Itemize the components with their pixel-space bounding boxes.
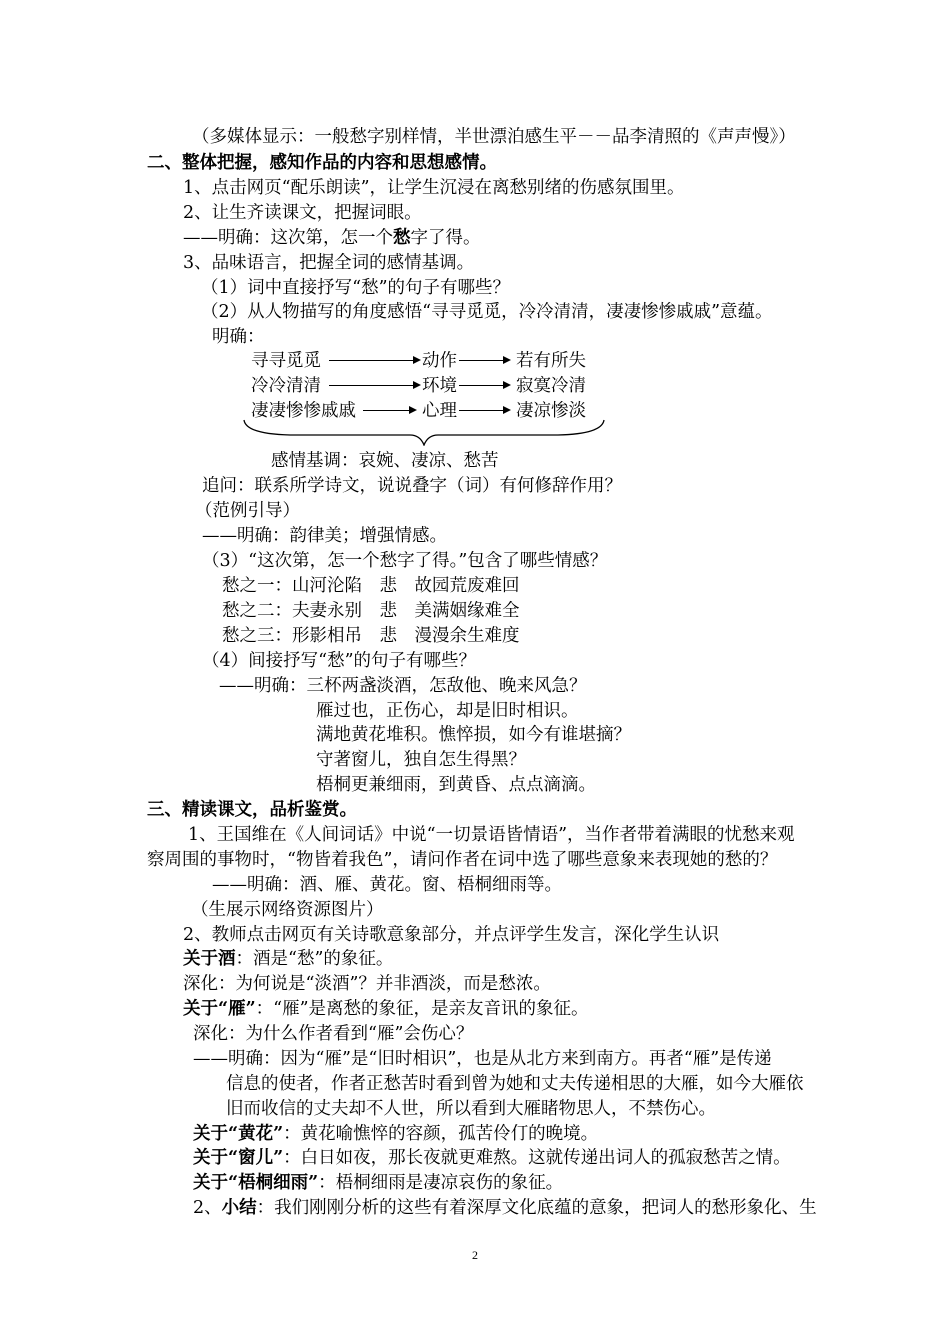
- text-line: [193, 1172, 563, 1194]
- diagram-source: 凄凄惨惨戚戚: [251, 401, 356, 421]
- diagram-result: 凄凉惨淡: [516, 401, 586, 421]
- emphasis: 关于“梧桐细雨”: [193, 1173, 319, 1193]
- text-line: （多媒体显示：一般愁字别样情，半世漂泊感生平－－品李清照的《声声慢》）: [192, 127, 796, 147]
- section-heading: 二、整体把握，感知作品的内容和思想感情。: [147, 153, 497, 173]
- page-number: 2: [472, 1248, 478, 1262]
- text-line: 信息的使者，作者正愁苦时看到曾为她和丈夫传递相思的大雁，如今大雁依: [226, 1074, 804, 1094]
- text-line: 旧而收信的丈夫却不人世，所以看到大雁睹物思人，不禁伤心。: [226, 1099, 716, 1119]
- text-line: ——明确：酒、雁、黄花。窗、梧桐细雨等。: [212, 875, 562, 895]
- text-segment: ：我们刚刚分析的这些有着深厚文化底蕴的意象，把词人的愁形象化、生: [256, 1198, 817, 1218]
- text-line: 察周围的事物时，“物皆着我色”，请问作者在词中选了哪些意象来表现她的愁的？: [147, 850, 778, 870]
- poem-line: 满地黄花堆积。憔悴损，如今有谁堪摘？: [316, 725, 631, 745]
- text-line: （3）“这次第，怎一个愁字了得。”包含了哪些情感？: [202, 551, 608, 571]
- arrow-icon: [459, 360, 509, 361]
- text-line: 明确：: [212, 327, 265, 347]
- diagram-summary: 感情基调：哀婉、凄凉、愁苦: [271, 451, 499, 471]
- text-segment: 字了得。: [410, 228, 481, 248]
- text-line: 1、点击网页“配乐朗读”，让学生沉浸在离愁别绪的伤感氛围里。: [183, 178, 685, 198]
- text-line: 深化：为什么作者看到“雁”会伤心？: [193, 1024, 474, 1044]
- diagram-source: 寻寻觅觅: [251, 351, 321, 371]
- text-line: ——明确：三杯两盏淡酒，怎敌他、晚来风急？: [219, 676, 587, 696]
- arrow-icon: [329, 360, 419, 361]
- text-line: 2、教师点击网页有关诗歌意象部分，并点评学生发言，深化学生认识: [183, 925, 720, 945]
- text-line: （生展示网络资源图片）: [191, 900, 384, 920]
- diagram-aspect: 动作: [422, 351, 457, 371]
- text-line: [193, 1197, 817, 1219]
- text-line: 愁之三：形影相吊 悲 漫漫余生难度: [222, 626, 520, 646]
- text-segment: ——明确：这次第，怎一个: [183, 228, 393, 248]
- section-heading: 三、精读课文，品析鉴赏。: [147, 800, 357, 820]
- brace-icon: [240, 418, 608, 446]
- text-segment: ：“雁”是离愁的象征，是亲友音讯的象征。: [255, 999, 589, 1019]
- emphasis: 关于“雁”: [183, 999, 256, 1019]
- text-line: （2）从人物描写的角度感悟“寻寻觅觅，冷冷清清，凄凄惨惨戚戚”意蕴。: [201, 302, 773, 322]
- poem-line: 守著窗儿，独自怎生得黑？: [316, 750, 526, 770]
- arrow-icon: [459, 385, 509, 386]
- text-line: 1、王国维在《人间词话》中说“一切景语皆情语”，当作者带着满眼的忧愁来观: [188, 825, 795, 845]
- text-line: （范例引导）: [195, 501, 300, 521]
- text-line: 2、让生齐读课文，把握词眼。: [183, 203, 422, 223]
- text-line: （1）词中直接抒写“愁”的句子有哪些？: [201, 278, 511, 298]
- text-line: [183, 948, 393, 970]
- text-line: [183, 998, 589, 1020]
- emphasis: 小结: [221, 1198, 257, 1218]
- text-line: [193, 1123, 598, 1145]
- arrow-icon: [459, 410, 509, 411]
- arrow-icon: [329, 385, 419, 386]
- diagram-result: 寂寞冷清: [516, 376, 586, 396]
- diagram-source: 冷冷清清: [251, 376, 321, 396]
- text-line: 3、品味语言，把握全词的感情基调。: [183, 253, 475, 273]
- diagram-aspect: 环境: [422, 376, 457, 396]
- text-line: 愁之二：夫妻永别 悲 美满姻缘难全: [222, 601, 520, 621]
- text-segment: ：黄花喻憔悴的容颜，孤苦伶仃的晚境。: [283, 1124, 599, 1144]
- text-segment: ：酒是“愁”的象征。: [235, 949, 394, 969]
- diagram-result: 若有所失: [516, 351, 586, 371]
- text-line: [193, 1147, 791, 1169]
- poem-line: 雁过也，正伤心，却是旧时相识。: [316, 701, 579, 721]
- text-line: 追问：联系所学诗文，说说叠字（词）有何修辞作用？: [202, 476, 622, 496]
- text-line: ——明确：韵律美；增强情感。: [202, 526, 447, 546]
- emphasis: 愁: [393, 228, 411, 248]
- text-segment: ：白日如夜，那长夜就更难熬。这就传递出词人的孤寂愁苦之情。: [283, 1148, 791, 1168]
- text-segment: ：梧桐细雨是凄凉哀伤的象征。: [318, 1173, 564, 1193]
- text-line: 愁之一：山河沦陷 悲 故园荒废难回: [222, 576, 520, 596]
- text-segment: 2、: [193, 1198, 222, 1218]
- text-line: （4）间接抒写“愁”的句子有哪些？: [202, 651, 477, 671]
- text-line: [183, 227, 481, 249]
- emphasis: 关于“窗儿”: [193, 1148, 284, 1168]
- arrow-icon: [363, 410, 415, 411]
- text-line: ——明确：因为“雁”是“旧时相识”，也是从北方来到南方。再者“雁”是传递: [193, 1049, 772, 1069]
- emphasis: 关于酒: [183, 949, 236, 969]
- emphasis: 关于“黄花”: [193, 1124, 284, 1144]
- poem-line: 梧桐更兼细雨，到黄昏、点点滴滴。: [316, 775, 596, 795]
- diagram-aspect: 心理: [422, 401, 457, 421]
- text-line: 深化：为何说是“淡酒”？并非酒淡，而是愁浓。: [183, 974, 551, 994]
